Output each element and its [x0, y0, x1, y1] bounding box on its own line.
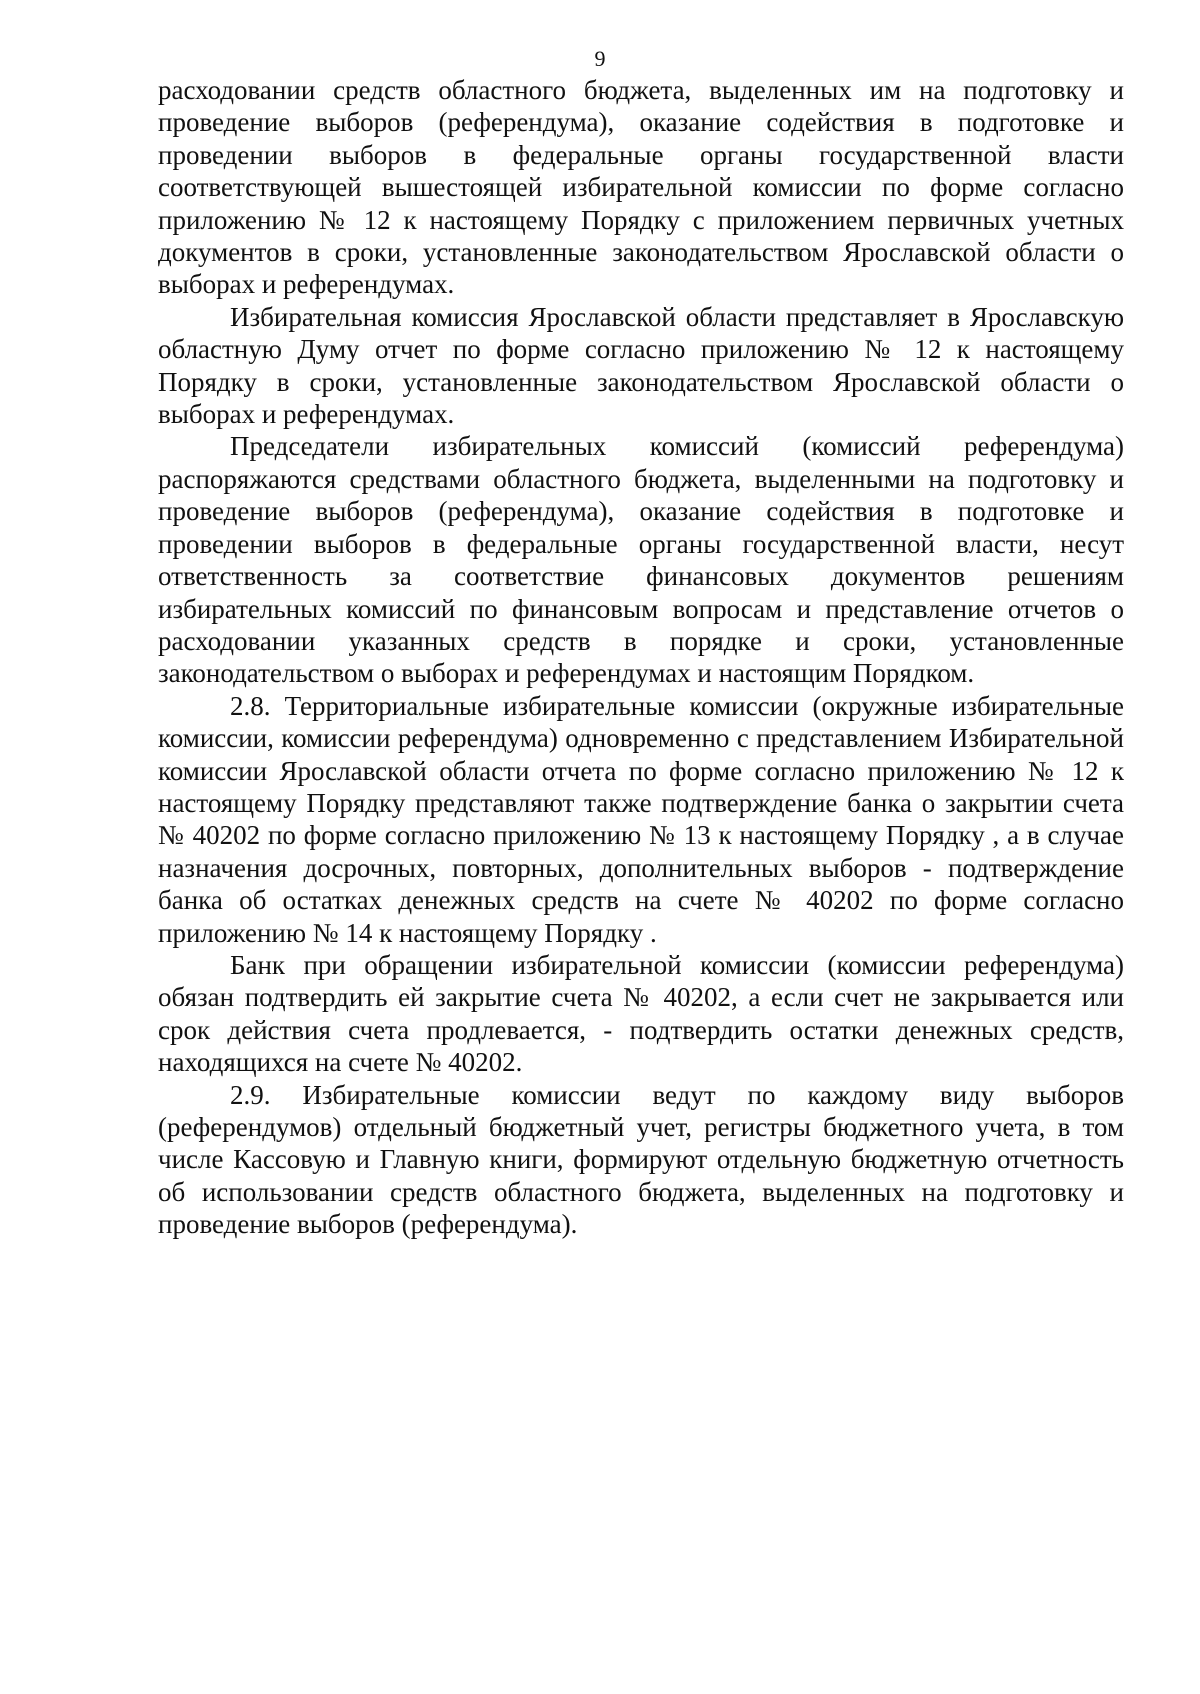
paragraph-continuation: расходовании средств областного бюджета, выделенных им на подготовку и проведение выборов (референдума), оказание содействия в подготовке и проведении выборов в федеральные органы государственной власти соответствующей вышестоящей избирательной комиссии по форме согласно приложению № 12 к настоящему Порядку с приложением первичных учетных документов в сроки, установленные законодательством Ярославской области о выборах и референдумах.: [158, 75, 1124, 300]
paragraph-bank-confirmation: Банк при обращении избирательной комиссии (комиссии референдума) обязан подтвердить ей закрытие счета № 40202, а если счет не закрывается или срок действия счета продлевается, - подтвердить остатки денежных средств, находящихся на счете № 40202.: [158, 949, 1124, 1078]
page-number: 9: [594, 46, 606, 71]
paragraph-clause-2-9: 2.9. Избирательные комиссии ведут по каждому виду выборов (референдумов) отдельный бюджетный учет, регистры бюджетного учета, в том числе Кассовую и Главную книги, формируют отдельную бюджетную отчетность об использовании средств областного бюджета, выделенных на подготовку и проведение выборов (референдума).: [158, 1079, 1124, 1240]
paragraph-chairmen-responsibility: Председатели избирательных комиссий (комиссий референдума) распоряжаются средствами областного бюджета, выделенными на подготовку и проведение выборов (референдума), оказание содействия в подготовке и проведении выборов в федеральные органы государственной власти, несут ответственность за соответствие финансовых документов решениям избирательных комиссий по финансовым вопросам и представление отчетов о расходовании указанных средств в порядке и сроки, установленные законодательством о выборах и референдумах и настоящим Порядком.: [158, 431, 1124, 689]
paragraph-clause-2-8: 2.8. Территориальные избирательные комиссии (окружные избирательные комиссии, комиссии референдума) одновременно с представлением Избирательной комиссии Ярославской области отчета по форме согласно приложению № 12 к настоящему Порядку представляют также подтверждение банка о закрытии счета № 40202 по форме согласно приложению № 13 к настоящему Порядку , а в случае назначения досрочных, повторных, дополнительных выборов - подтверждение банка об остатках денежных средств на счете № 40202 по форме согласно приложению № 14 к настоящему Порядку .: [158, 690, 1124, 948]
document-body: [158, 74, 1124, 1241]
paragraph-commission-report: Избирательная комиссия Ярославской области представляет в Ярославскую областную Думу отчет по форме согласно приложению № 12 к настоящему Порядку в сроки, установленные законодательством Ярославской области о выборах и референдумах.: [158, 301, 1124, 430]
